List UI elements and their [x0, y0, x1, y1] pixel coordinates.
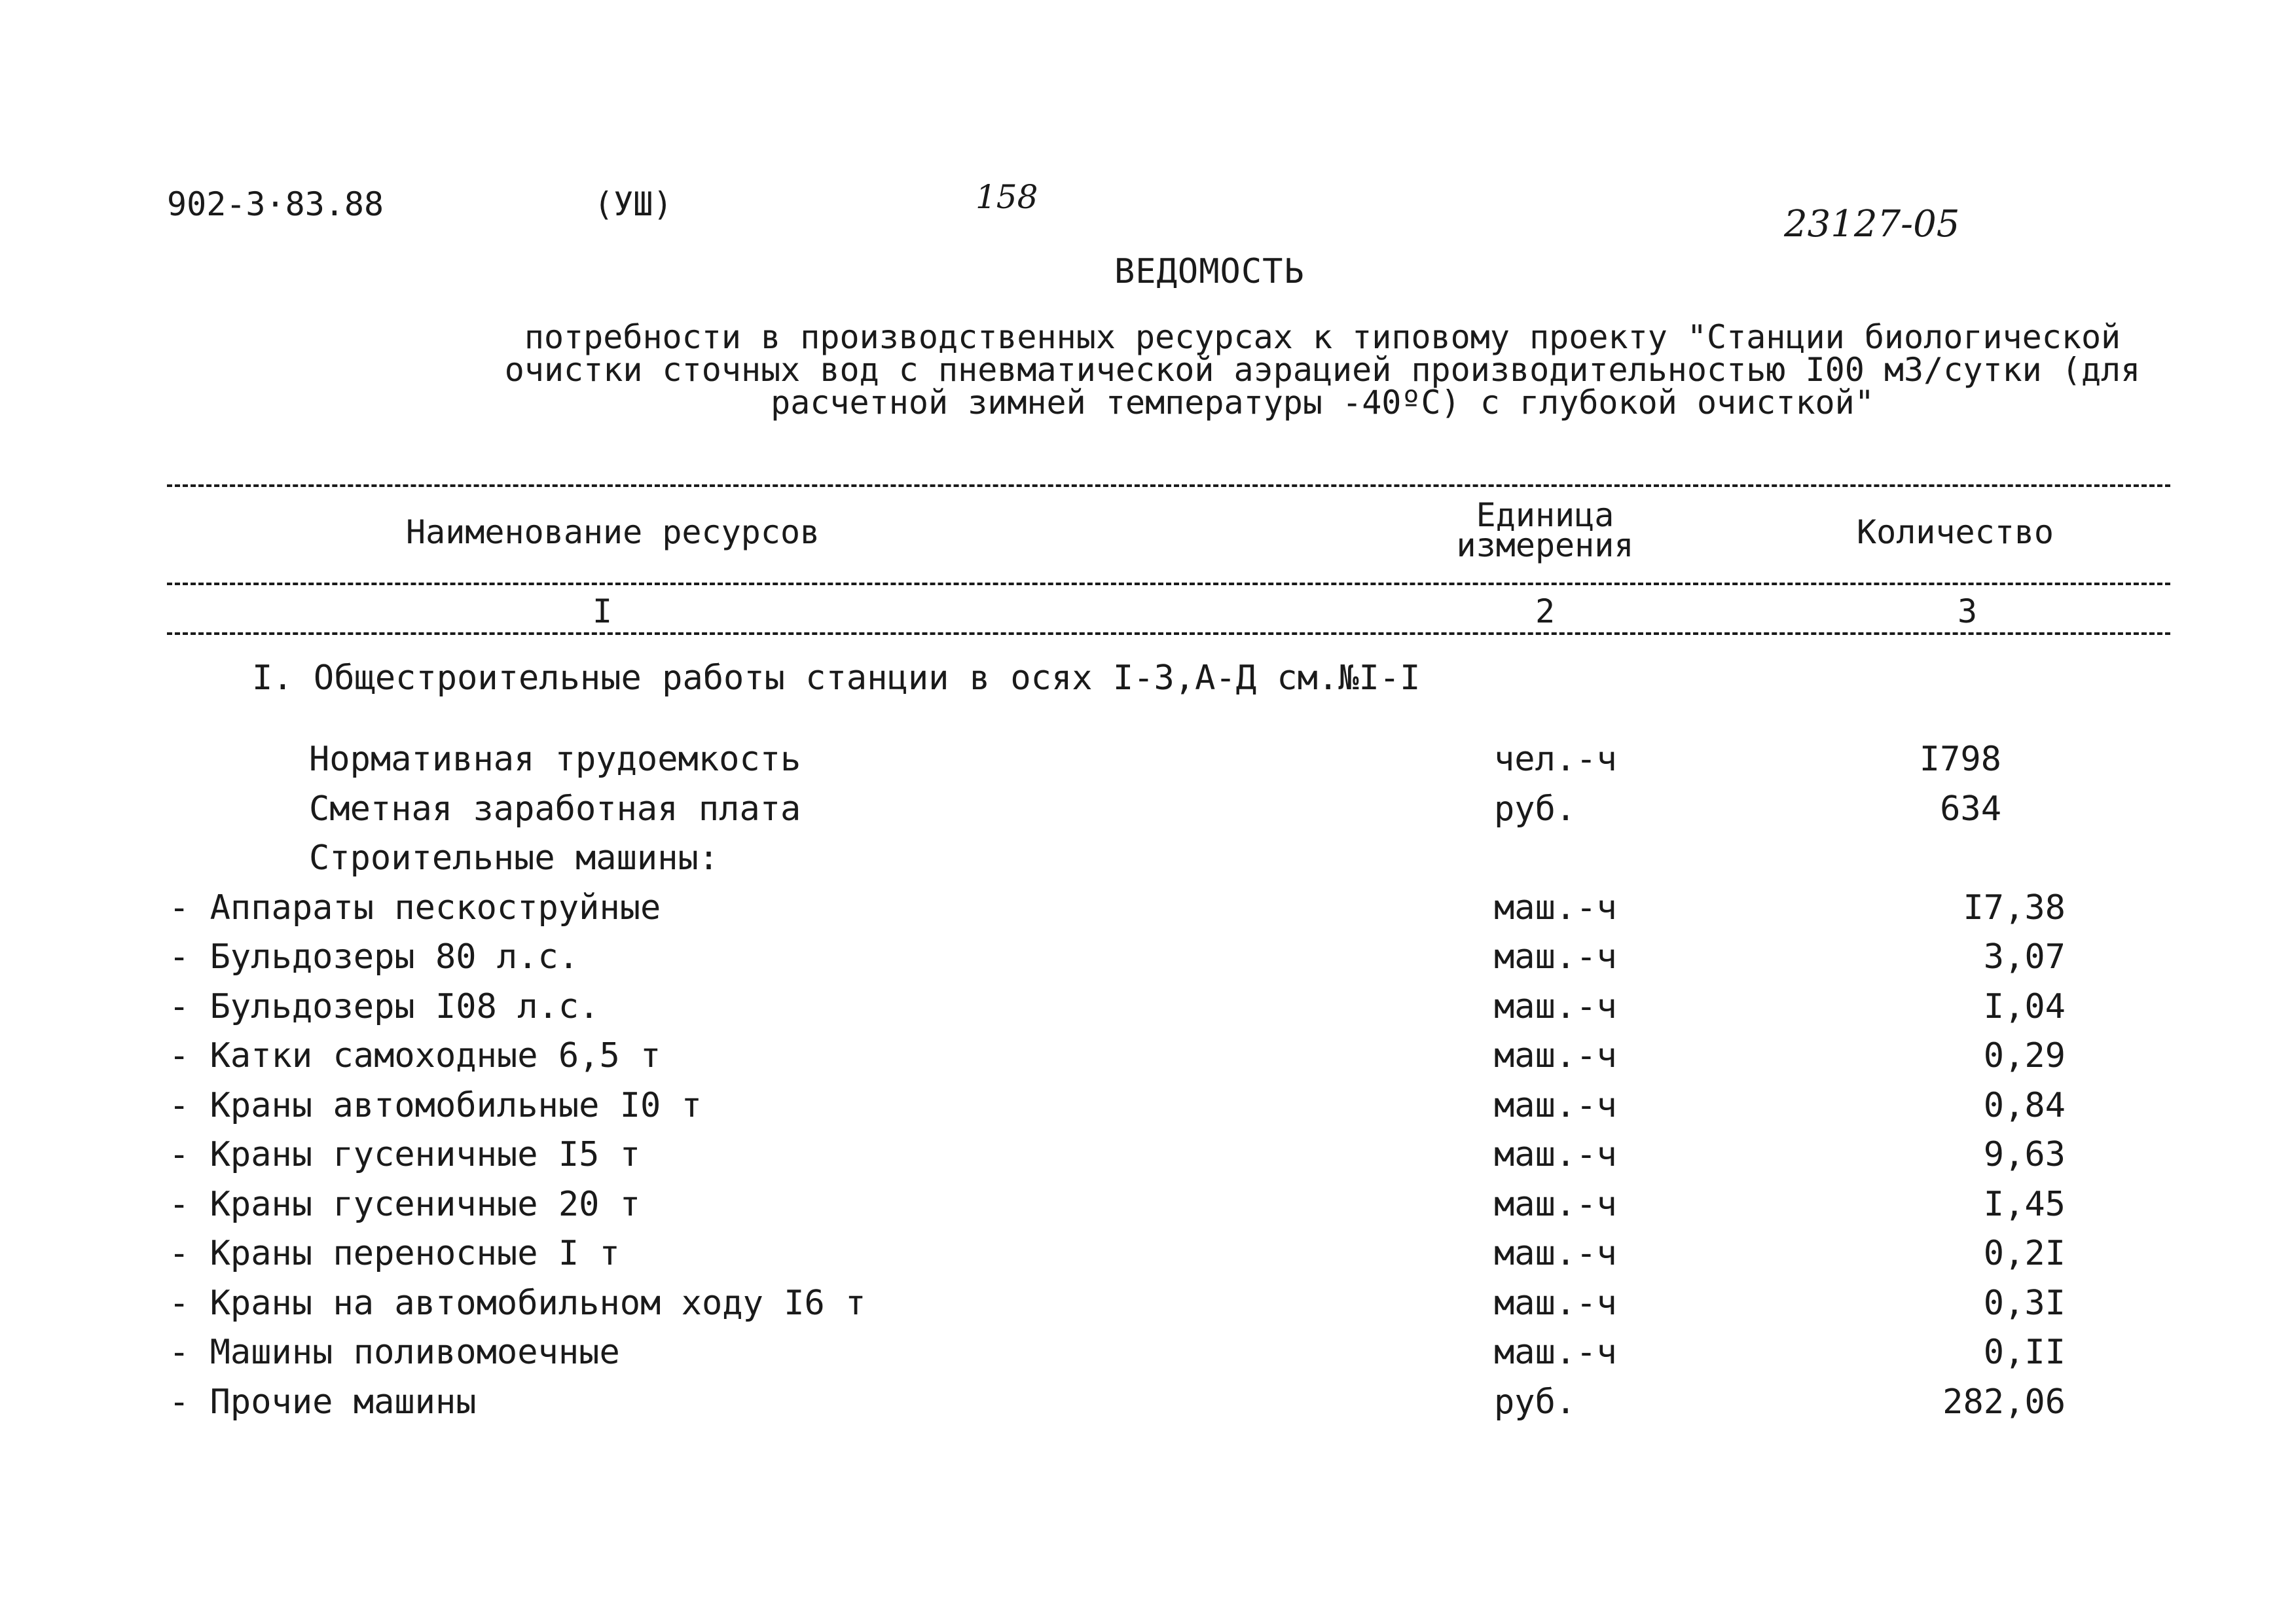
section-title: I. Общестроительные работы станции в осях I-3,А-Д см.№I-I [252, 659, 1421, 698]
resource-unit: маш.-ч [1494, 986, 1617, 1026]
table-row [0, 789, 2296, 835]
table-row [0, 888, 2296, 934]
page-number: 158 [975, 178, 1038, 216]
resource-name: - Аппараты пескоструйные [169, 888, 661, 928]
header-bottom-rule [167, 632, 2170, 635]
resource-quantity: 0,2I [1983, 1234, 2066, 1273]
resource-unit: маш.-ч [1494, 888, 1617, 928]
resource-unit: маш.-ч [1494, 1234, 1617, 1273]
resource-name: - Краны на автомобильном ходу I6 т [169, 1283, 866, 1323]
resource-unit: чел.-ч [1494, 740, 1617, 779]
resource-name: - Краны гусеничные 20 т [169, 1184, 641, 1224]
resource-name: - Бульдозеры I08 л.с. [169, 986, 600, 1026]
table-row [0, 1234, 2296, 1280]
resource-quantity: I,45 [1983, 1184, 2066, 1224]
table-row [0, 1382, 2296, 1428]
column-number-3: 3 [1958, 592, 1978, 630]
column-header-name: Наименование ресурсов [406, 513, 820, 551]
resource-name: - Катки самоходные 6,5 т [169, 1036, 661, 1075]
column-header-unit [1440, 496, 1650, 564]
table-row [0, 1284, 2296, 1329]
resource-name: - Краны переносные I т [169, 1234, 620, 1273]
resource-quantity: 282,06 [1942, 1382, 2066, 1422]
column-number-2: 2 [1535, 592, 1556, 630]
table-row [0, 1185, 2296, 1231]
resource-name: - Прочие машины [169, 1382, 477, 1422]
table-row [0, 1036, 2296, 1082]
resource-quantity: 0,84 [1983, 1085, 2066, 1125]
resource-unit: маш.-ч [1494, 1283, 1617, 1323]
resource-quantity: I798 [1919, 740, 2001, 779]
table-row [0, 740, 2296, 785]
resource-quantity: 9,63 [1983, 1135, 2066, 1174]
table-row [0, 1086, 2296, 1132]
table-row [0, 1135, 2296, 1181]
table-row [0, 839, 2296, 884]
table-row [0, 937, 2296, 983]
document-subtitle-line-2: очистки сточных вод с пневматической аэрацией производительностью I00 м3/сутки (для [504, 351, 2141, 389]
resource-quantity: 0,II [1983, 1333, 2066, 1372]
resource-quantity: 0,3I [1983, 1283, 2066, 1323]
resource-unit: руб. [1494, 789, 1576, 829]
column-header-unit-line2: измерения [1456, 526, 1634, 564]
table-row [0, 987, 2296, 1033]
series-code: (УШ) [594, 185, 673, 223]
document-title: ВЕДОМОСТЬ [1114, 252, 1305, 291]
resource-unit: маш.-ч [1494, 1333, 1617, 1372]
resource-unit: маш.-ч [1494, 1184, 1617, 1224]
document-subtitle-line-3: расчетной зимней температуры -40ºС) с глубокой очисткой" [771, 384, 1874, 422]
resource-quantity: I7,38 [1963, 888, 2066, 928]
inventory-number: 23127-05 [1784, 203, 1960, 245]
resource-unit: руб. [1494, 1382, 1576, 1422]
table-top-rule [167, 484, 2170, 487]
resource-quantity: I,04 [1983, 986, 2066, 1026]
document-subtitle-line-1: потребности в производственных ресурсах к типовому проекту "Станции биологической [524, 318, 2121, 356]
resource-quantity: 634 [1940, 789, 2001, 829]
column-number-1: I [592, 592, 613, 630]
resource-unit: маш.-ч [1494, 1085, 1617, 1125]
column-header-unit-line1: Единица [1476, 496, 1614, 534]
table-row [0, 1333, 2296, 1379]
column-header-quantity: Количество [1857, 513, 2054, 551]
resource-name: - Краны гусеничные I5 т [169, 1135, 641, 1174]
resource-unit: маш.-ч [1494, 1135, 1617, 1174]
doc-number: 902-3·83.88 [167, 185, 384, 223]
resource-quantity: 0,29 [1983, 1036, 2066, 1075]
resource-quantity: 3,07 [1983, 937, 2066, 977]
resource-name: Сметная заработная плата [309, 789, 801, 829]
resource-name: - Машины поливомоечные [169, 1333, 620, 1372]
resource-name: - Бульдозеры 80 л.с. [169, 937, 579, 977]
resource-name: Строительные машины: [309, 839, 720, 878]
resource-name: - Краны автомобильные I0 т [169, 1085, 702, 1125]
header-mid-rule [167, 583, 2170, 585]
resource-unit: маш.-ч [1494, 1036, 1617, 1075]
resource-name: Нормативная трудоемкость [309, 740, 801, 779]
resource-unit: маш.-ч [1494, 937, 1617, 977]
